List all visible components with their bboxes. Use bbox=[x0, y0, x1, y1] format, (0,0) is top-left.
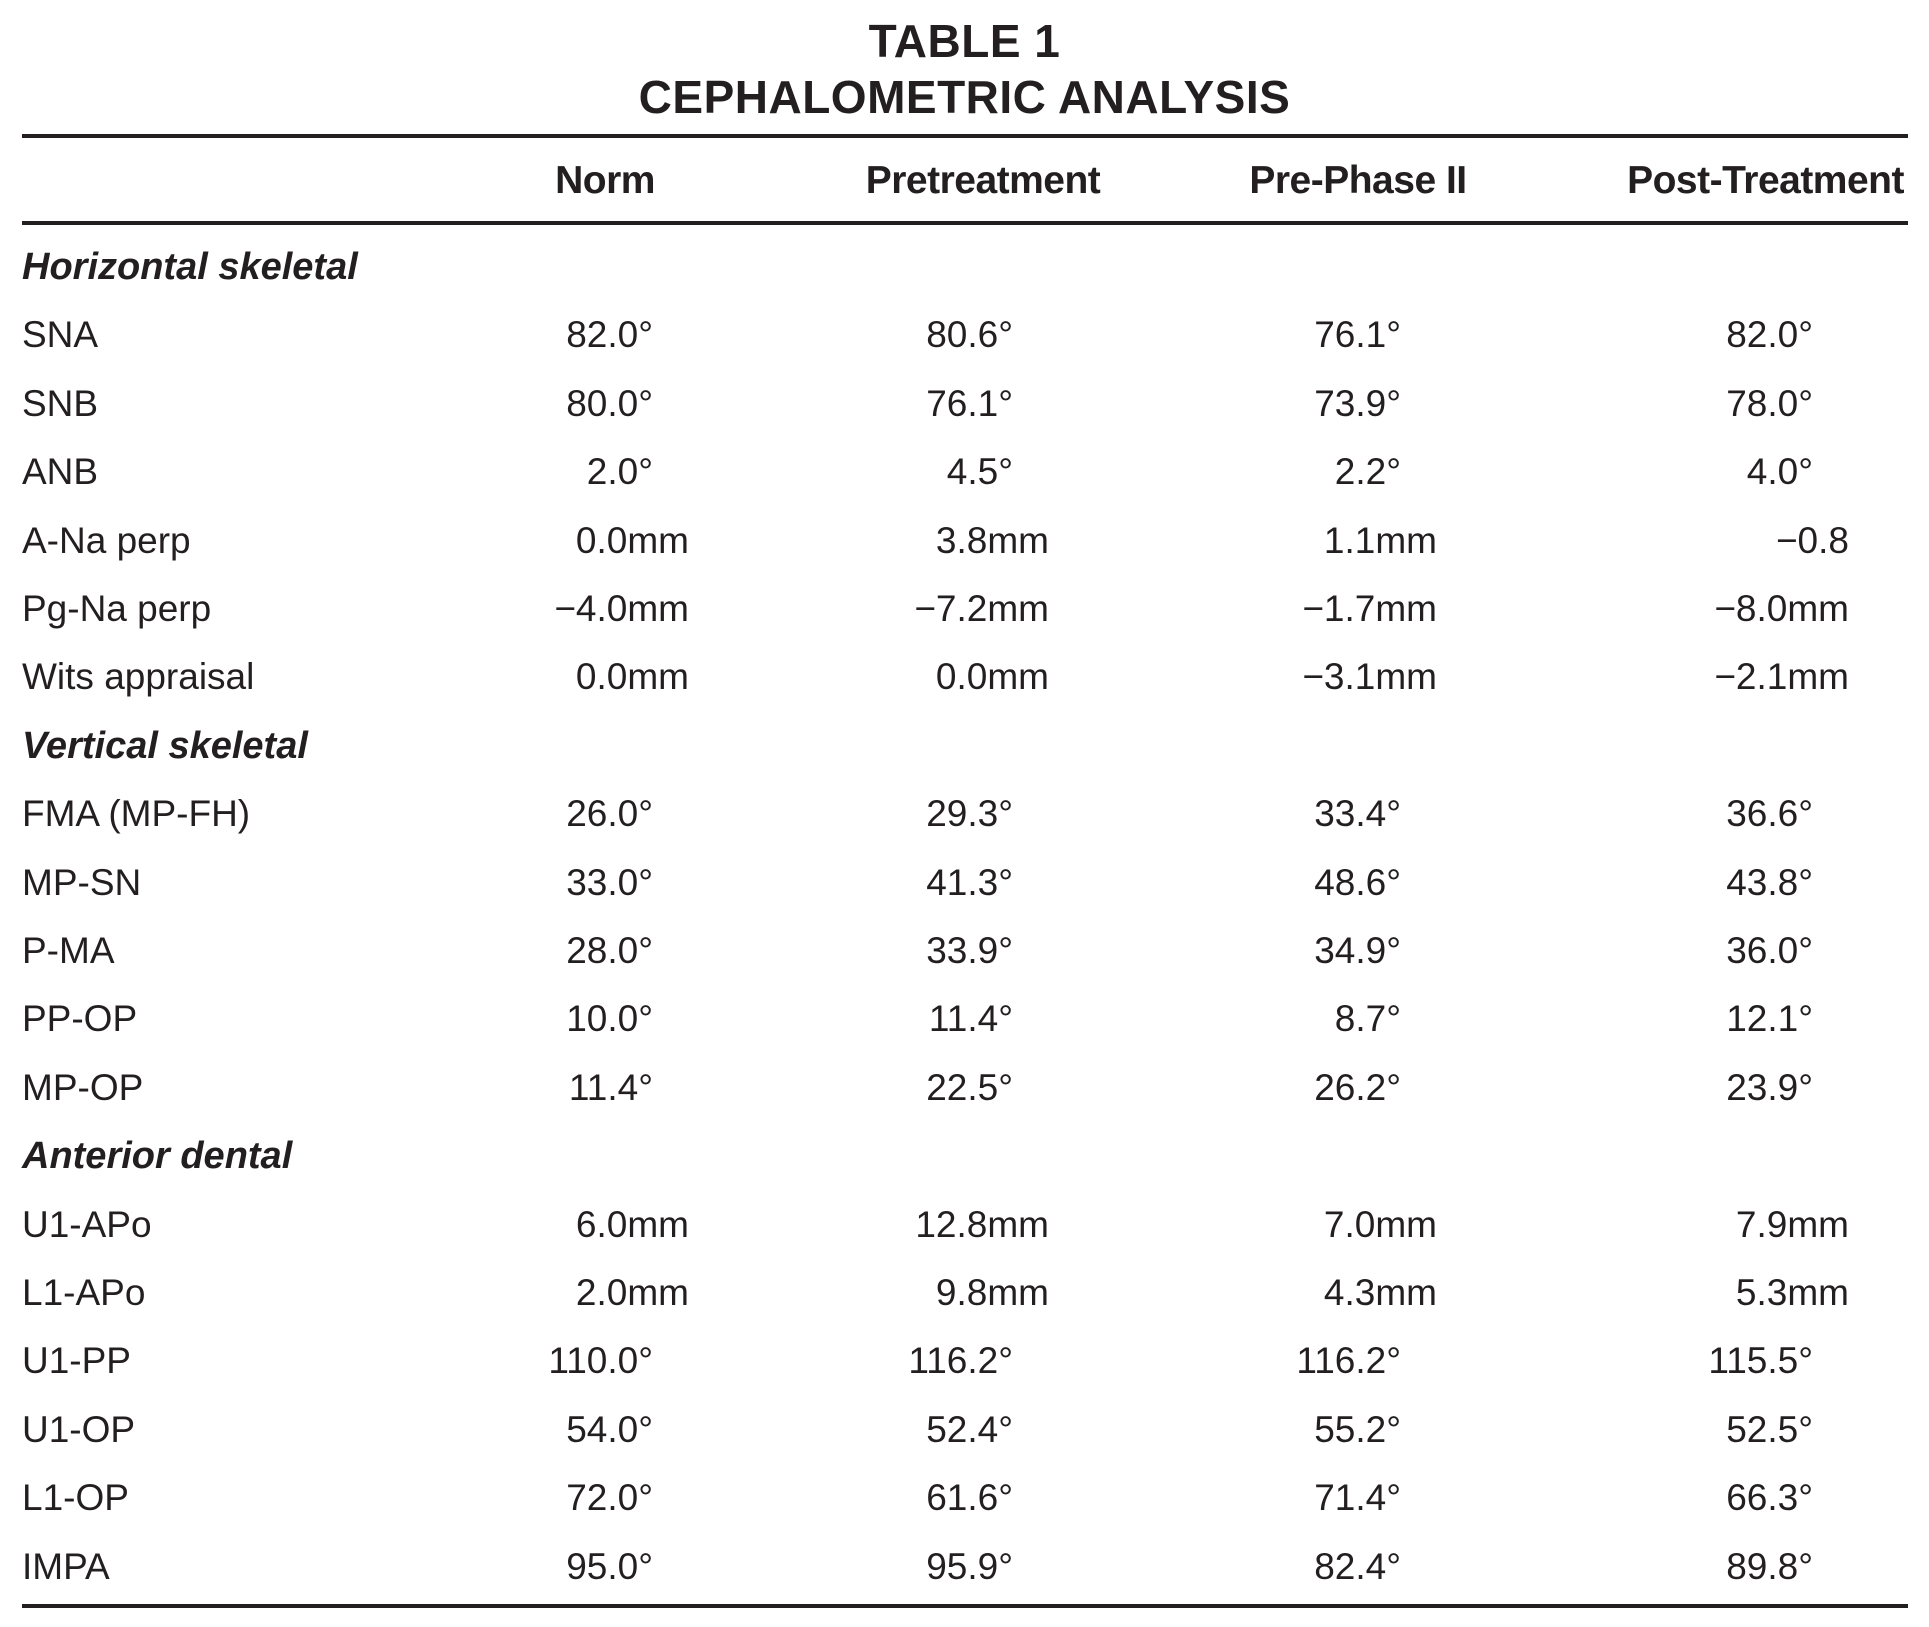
value-cell: 41.3° bbox=[926, 861, 1013, 903]
row-label: Wits appraisal bbox=[22, 656, 255, 698]
value-cell: 2.0° bbox=[586, 451, 653, 493]
table-row bbox=[0, 576, 1929, 644]
row-label: A-Na perp bbox=[22, 519, 191, 561]
row-label: MP-OP bbox=[22, 1066, 144, 1108]
value-cell: 26.2° bbox=[1314, 1066, 1401, 1108]
table-title: CEPHALOMETRIC ANALYSIS bbox=[638, 71, 1291, 123]
value-cell: 43.8° bbox=[1726, 861, 1813, 903]
value-cell: 110.0° bbox=[548, 1340, 653, 1382]
value-cell: 116.2° bbox=[908, 1340, 1013, 1382]
value-cell: 76.1° bbox=[1314, 314, 1401, 356]
value-cell: 10.0° bbox=[566, 998, 653, 1040]
value-cell: −3.1mm bbox=[1302, 656, 1437, 698]
value-cell: −1.7mm bbox=[1302, 588, 1437, 629]
row-label: PP-OP bbox=[22, 998, 138, 1040]
value-cell: 6.0mm bbox=[575, 1203, 689, 1245]
section-label: Anterior dental bbox=[22, 1135, 293, 1178]
value-cell: 52.4° bbox=[926, 1408, 1013, 1450]
value-cell: 9.8mm bbox=[935, 1272, 1049, 1313]
section-header-row bbox=[0, 1123, 1929, 1191]
value-cell: 11.4° bbox=[568, 1066, 653, 1108]
table-row bbox=[0, 850, 1929, 918]
value-cell: 12.1° bbox=[1726, 998, 1813, 1040]
value-cell: 89.8° bbox=[1726, 1545, 1813, 1587]
table-row bbox=[0, 1260, 1929, 1328]
value-cell: 5.3mm bbox=[1735, 1272, 1849, 1313]
value-cell: 36.6° bbox=[1726, 793, 1813, 835]
row-label: L1-OP bbox=[22, 1477, 129, 1519]
value-cell: 4.0° bbox=[1746, 451, 1813, 493]
value-cell: 11.4° bbox=[928, 998, 1013, 1040]
value-cell: 0.0mm bbox=[935, 656, 1049, 698]
row-label: L1-APo bbox=[22, 1272, 146, 1313]
value-cell: 95.9° bbox=[926, 1545, 1013, 1587]
table-row bbox=[0, 986, 1929, 1054]
table-row bbox=[0, 1397, 1929, 1465]
value-cell: 115.5° bbox=[1708, 1340, 1813, 1382]
value-cell: 73.9° bbox=[1314, 382, 1401, 424]
value-cell: 72.0° bbox=[566, 1477, 653, 1519]
table-row bbox=[0, 1328, 1929, 1396]
column-header-post-treatment: Post-Treatment bbox=[1627, 159, 1904, 202]
value-cell: 28.0° bbox=[566, 930, 653, 971]
table-row bbox=[0, 439, 1929, 507]
table-row bbox=[0, 644, 1929, 712]
value-cell: 71.4° bbox=[1314, 1477, 1401, 1519]
row-label: U1-PP bbox=[22, 1340, 131, 1382]
row-label: MP-SN bbox=[22, 861, 142, 903]
row-label: SNB bbox=[22, 382, 99, 424]
table-row bbox=[0, 1192, 1929, 1260]
table-number-title: TABLE 1 bbox=[868, 15, 1061, 67]
column-header-pretreatment: Pretreatment bbox=[865, 159, 1101, 202]
table-row bbox=[0, 781, 1929, 849]
value-cell: 52.5° bbox=[1726, 1408, 1813, 1450]
value-cell: 29.3° bbox=[926, 793, 1013, 835]
section-label: Horizontal skeletal bbox=[22, 246, 358, 288]
column-header-norm: Norm bbox=[555, 159, 655, 202]
value-cell: 82.0° bbox=[1726, 314, 1813, 356]
value-cell: 48.6° bbox=[1314, 861, 1401, 903]
value-cell: 8.7° bbox=[1334, 998, 1401, 1040]
value-cell: 12.8mm bbox=[915, 1203, 1049, 1245]
table-row bbox=[0, 1534, 1929, 1602]
value-cell: 7.0mm bbox=[1323, 1203, 1437, 1245]
value-cell: 95.0° bbox=[566, 1545, 653, 1587]
value-cell: 54.0° bbox=[566, 1408, 653, 1450]
value-cell: 55.2° bbox=[1314, 1408, 1401, 1450]
table-row bbox=[0, 918, 1929, 986]
table-row bbox=[0, 371, 1929, 439]
value-cell: 116.2° bbox=[1296, 1340, 1401, 1382]
table-row bbox=[0, 302, 1929, 370]
value-cell: −4.0mm bbox=[554, 588, 689, 629]
value-cell: 7.9mm bbox=[1735, 1203, 1849, 1245]
value-cell: 78.0° bbox=[1726, 382, 1813, 424]
value-cell: 34.9° bbox=[1314, 930, 1401, 971]
value-cell: 4.5° bbox=[946, 451, 1013, 493]
row-label: P-MA bbox=[22, 930, 115, 971]
value-cell: 2.0mm bbox=[575, 1272, 689, 1313]
value-cell: 33.0° bbox=[566, 861, 653, 903]
value-cell: 33.9° bbox=[926, 930, 1013, 971]
bottom-rule bbox=[22, 1604, 1908, 1608]
value-cell: −2.1mm bbox=[1714, 656, 1849, 698]
value-cell: 66.3° bbox=[1726, 1477, 1813, 1519]
row-label: SNA bbox=[22, 314, 99, 356]
value-cell: 82.4° bbox=[1314, 1545, 1401, 1587]
value-cell: 76.1° bbox=[926, 382, 1013, 424]
row-label: ANB bbox=[22, 451, 99, 493]
row-label: FMA (MP-FH) bbox=[22, 793, 251, 835]
value-cell: 3.8mm bbox=[935, 519, 1049, 561]
header-rule bbox=[22, 221, 1908, 225]
row-label: IMPA bbox=[22, 1545, 110, 1587]
section-label: Vertical skeletal bbox=[22, 724, 308, 767]
top-rule bbox=[22, 134, 1908, 138]
value-cell: 33.4° bbox=[1314, 793, 1401, 835]
value-cell: 0.0mm bbox=[575, 519, 689, 561]
value-cell: −8.0mm bbox=[1714, 588, 1849, 629]
value-cell: 26.0° bbox=[566, 793, 653, 835]
value-cell: 82.0° bbox=[566, 314, 653, 356]
column-header-pre-phase-ii: Pre-Phase II bbox=[1249, 159, 1467, 202]
table-row bbox=[0, 1055, 1929, 1123]
value-cell: 1.1mm bbox=[1323, 519, 1437, 561]
value-cell: 61.6° bbox=[926, 1477, 1013, 1519]
value-cell: 36.0° bbox=[1726, 930, 1813, 971]
row-label: U1-APo bbox=[22, 1203, 152, 1245]
value-cell: 80.6° bbox=[926, 314, 1013, 356]
section-header-row bbox=[0, 234, 1929, 302]
value-cell: 0.0mm bbox=[575, 656, 689, 698]
row-label: Pg-Na perp bbox=[22, 588, 212, 629]
section-header-row bbox=[0, 713, 1929, 781]
table-row bbox=[0, 1465, 1929, 1533]
value-cell: 23.9° bbox=[1726, 1066, 1813, 1108]
table-row bbox=[0, 508, 1929, 576]
value-cell: 80.0° bbox=[566, 382, 653, 424]
value-cell: 4.3mm bbox=[1323, 1272, 1437, 1313]
value-cell: 22.5° bbox=[926, 1066, 1013, 1108]
value-cell: 2.2° bbox=[1334, 451, 1401, 493]
value-cell: −7.2mm bbox=[914, 588, 1049, 629]
value-cell: −0.8 bbox=[1775, 519, 1849, 561]
row-label: U1-OP bbox=[22, 1408, 136, 1450]
